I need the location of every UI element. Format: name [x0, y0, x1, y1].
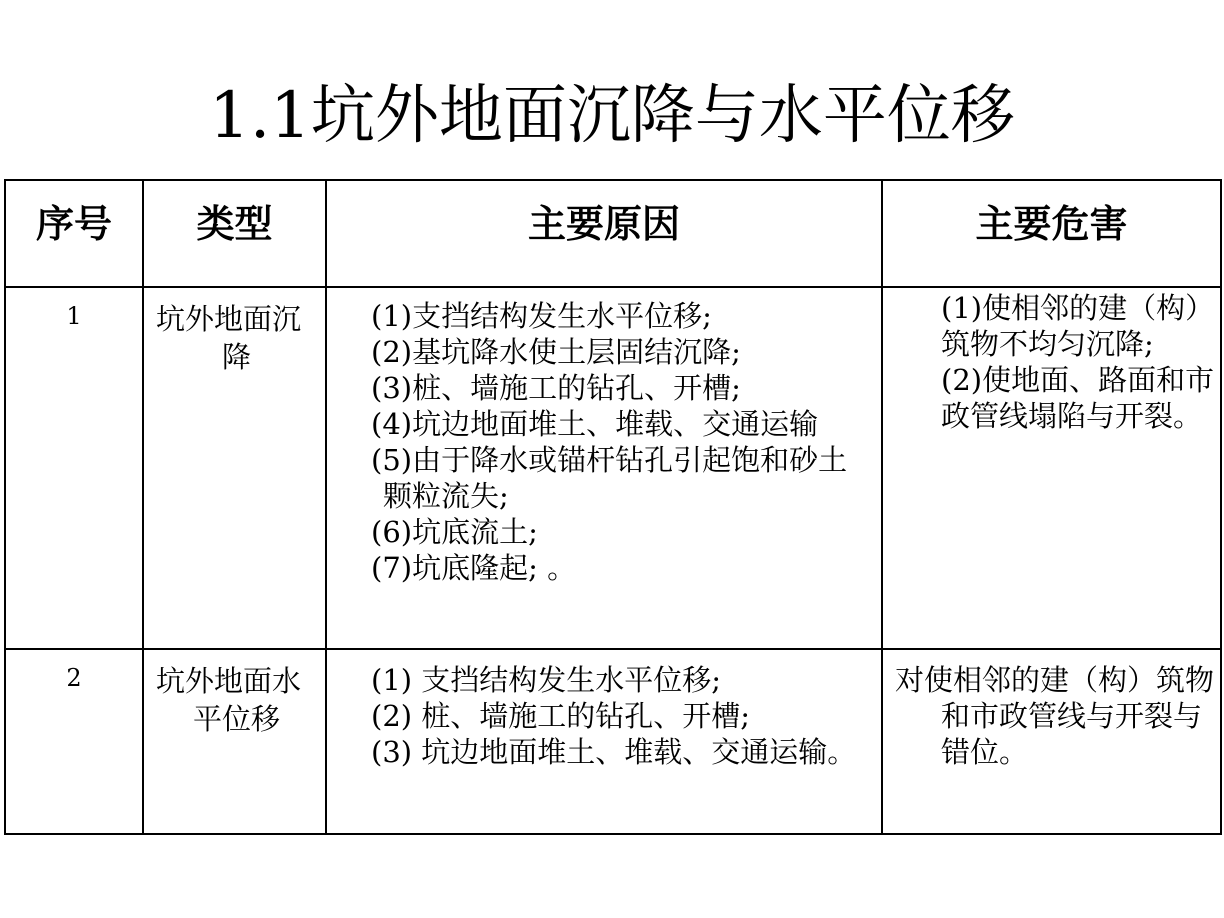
- cause-item: (7)坑底隆起; 。: [371, 551, 577, 585]
- type-line: 坑外地面沉: [156, 302, 302, 336]
- cause-item: (1) 支挡结构发生水平位移;: [371, 663, 722, 697]
- row-harms: [882, 287, 1221, 649]
- cause-item: (5)由于降水或锚杆钻孔引起饱和砂土颗粒流失;: [371, 443, 848, 513]
- cause-item: (4)坑边地面堆土、堆载、交通运输: [371, 407, 819, 441]
- hazard-table: [4, 179, 1222, 835]
- cause-item: (3)桩、墙施工的钻孔、开槽;: [371, 371, 741, 405]
- row-index: 2: [5, 649, 143, 834]
- row-causes: [326, 287, 882, 649]
- table-header-row: [5, 180, 1221, 287]
- row-causes: [326, 649, 882, 834]
- page-title: 1.1坑外地面沉降与水平位移: [209, 79, 1015, 153]
- type-line: 降: [221, 340, 251, 374]
- row-index: 1: [5, 287, 143, 649]
- table-row: [5, 287, 1221, 649]
- header-harms: 主要危害: [882, 180, 1221, 287]
- header-causes: 主要原因: [326, 180, 882, 287]
- row-type: [143, 287, 326, 649]
- row-harms: [882, 649, 1221, 834]
- cause-item: (1)支挡结构发生水平位移;: [371, 299, 712, 333]
- row-type: [143, 649, 326, 834]
- type-line: 坑外地面水: [156, 664, 302, 698]
- header-type: 类型: [143, 180, 326, 287]
- table-row: [5, 649, 1221, 834]
- cause-item: (2)基坑降水使土层固结沉降;: [371, 335, 741, 369]
- type-line: 平位移: [192, 702, 280, 736]
- harm-item: (1)使相邻的建（构）筑物不均匀沉降;: [941, 291, 1215, 361]
- cause-item: (3) 坑边地面堆土、堆载、交通运输。: [371, 735, 857, 769]
- harm-item: 对使相邻的建（构）筑物和市政管线与开裂与错位。: [895, 663, 1215, 769]
- cause-item: (6)坑底流土;: [371, 515, 538, 549]
- header-index: 序号: [5, 180, 143, 287]
- harm-item: (2)使地面、路面和市政管线塌陷与开裂。: [941, 363, 1215, 433]
- cause-item: (2) 桩、墙施工的钻孔、开槽;: [371, 699, 751, 733]
